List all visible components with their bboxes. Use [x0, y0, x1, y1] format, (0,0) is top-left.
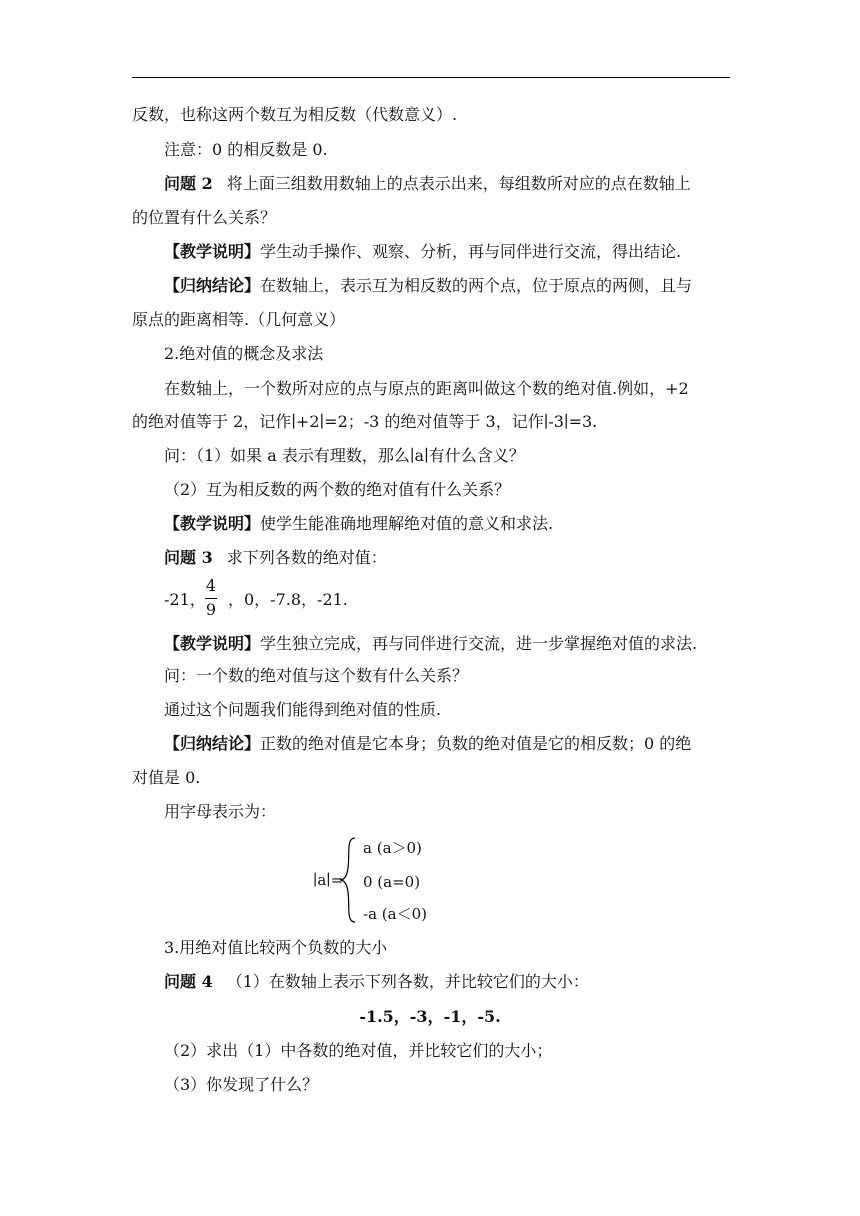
teaching-note-label: 【教学说明】 — [164, 514, 261, 533]
number-list-end: ，0，-7.8，-21. — [228, 590, 348, 609]
conclusion-text: 在数轴上，表示互为相反数的两个点，位于原点的两侧，且与 — [260, 276, 693, 295]
question-label: 问题 2 — [164, 174, 213, 193]
section-heading: 3.用绝对值比较两个负数的大小 — [164, 938, 388, 957]
conclusion-text: 正数的绝对值是它本身；负数的绝对值是它的相反数；0 的绝 — [260, 734, 692, 753]
text-line: 的绝对值等于 2，记作∣+2∣=2；-3 的绝对值等于 3，记作∣-3∣=3. — [132, 412, 598, 431]
conclusion-label: 【归纳结论】 — [164, 734, 261, 753]
fraction-bar — [205, 598, 217, 599]
conclusion-line — [164, 732, 691, 756]
teaching-note-line — [164, 512, 553, 536]
question-line — [164, 546, 387, 570]
number-list: -1.5，-3，-1，-5. — [359, 1007, 501, 1026]
teaching-note-text: 学生独立完成，再与同伴进行交流，进一步掌握绝对值的求法. — [260, 634, 698, 653]
question-text: （1）在数轴上表示下列各数，并比较它们的大小： — [226, 972, 589, 991]
section-heading: 2.绝对值的概念及求法 — [164, 344, 324, 363]
question-text: 求下列各数的绝对值： — [226, 548, 387, 567]
curly-brace — [338, 836, 358, 924]
teaching-note-line — [164, 240, 681, 264]
text-line: 问：（1）如果 a 表示有理数，那么∣a∣有什么含义？ — [164, 446, 525, 465]
teaching-note-label: 【教学说明】 — [164, 242, 261, 261]
conclusion-label: 【归纳结论】 — [164, 276, 261, 295]
teaching-note-text: 使学生能准确地理解绝对值的意义和求法. — [260, 514, 554, 533]
text-line: 问：一个数的绝对值与这个数有什么关系？ — [164, 666, 469, 685]
formula-case: 0 (a=0) — [363, 873, 421, 891]
teaching-note-line — [164, 632, 697, 656]
formula-case: a (a＞0) — [363, 839, 422, 857]
fraction-denominator: 9 — [205, 600, 217, 619]
text-line: （3）你发现了什么？ — [164, 1075, 319, 1094]
question-line — [164, 172, 691, 196]
text-line: 反数，也称这两个数互为相反数（代数意义）. — [132, 105, 458, 124]
text-line: （2）互为相反数的两个数的绝对值有什么关系？ — [164, 480, 511, 499]
text-line: 注意：0 的相反数是 0. — [164, 140, 328, 159]
fraction-numerator: 4 — [205, 576, 217, 595]
piecewise-formula — [131, 832, 431, 932]
conclusion-line — [164, 274, 692, 298]
text-line: 对值是 0. — [132, 768, 201, 787]
text-line: 用字母表示为： — [164, 802, 277, 821]
text-line: 在数轴上，一个数所对应的点与原点的距离叫做这个数的绝对值.例如，+2 — [164, 379, 689, 398]
header-rule — [132, 77, 730, 78]
text-line: （2）求出（1）中各数的绝对值，并比较它们的大小； — [164, 1041, 553, 1060]
teaching-note-label: 【教学说明】 — [164, 634, 261, 653]
question-text: 将上面三组数用数轴上的点表示出来，每组数所对应的点在数轴上 — [226, 174, 691, 193]
number-list-start: -21， — [164, 590, 206, 609]
question-label: 问题 3 — [164, 548, 213, 567]
question-line — [164, 970, 589, 994]
text-line: 通过这个问题我们能得到绝对值的性质. — [164, 700, 442, 719]
formula-case: -a (a＜0) — [363, 905, 427, 923]
text-line: 的位置有什么关系？ — [132, 208, 277, 227]
formula-lhs: ∣a∣= — [313, 871, 344, 889]
text-line: 原点的距离相等.（几何意义） — [132, 310, 346, 329]
question-label: 问题 4 — [164, 972, 213, 991]
teaching-note-text: 学生动手操作、观察、分析，再与同伴进行交流，得出结论. — [260, 242, 682, 261]
